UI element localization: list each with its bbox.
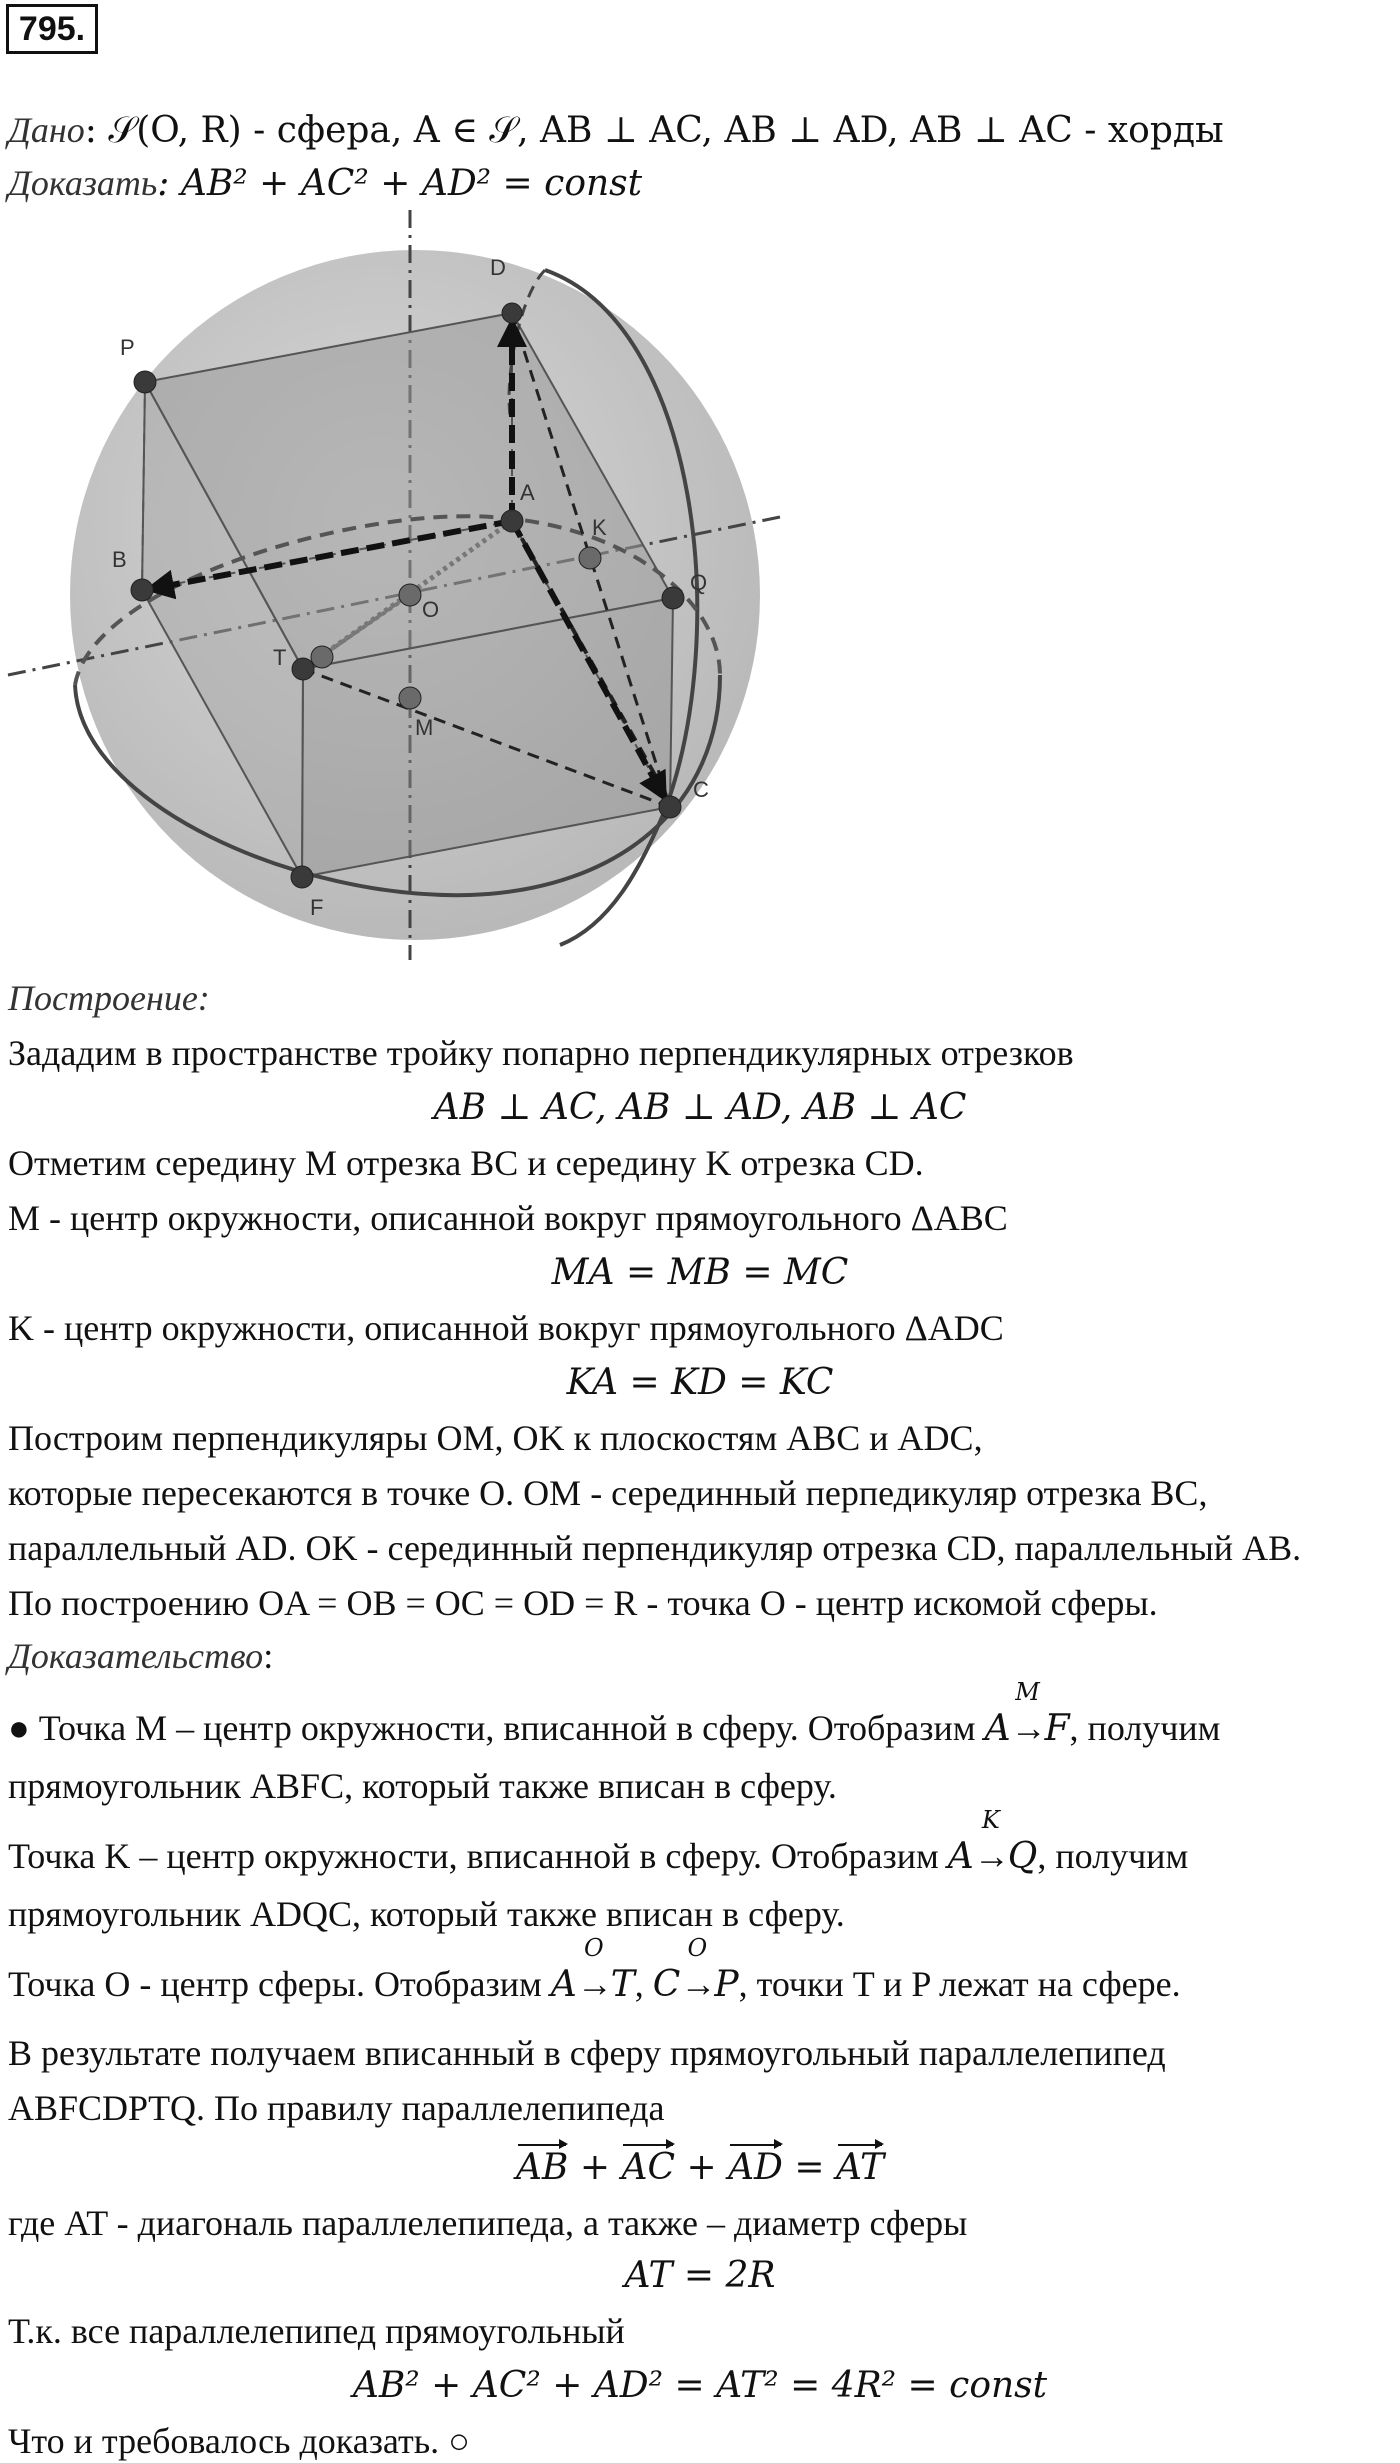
proof-paragraph-2a bbox=[8, 1806, 1189, 1877]
map-from: A bbox=[947, 1836, 974, 1877]
label-b: B bbox=[112, 547, 127, 572]
mapping-arrow: O → bbox=[576, 1934, 613, 2004]
given-label: Дано bbox=[8, 110, 85, 150]
proof-p2-text: Точка K – центр окружности, вписанной в сферу. Отобразим bbox=[8, 1836, 948, 1876]
problem-number: 795. bbox=[6, 4, 98, 54]
plus-sign: + bbox=[675, 2147, 729, 2188]
map-label: K bbox=[981, 1806, 1000, 1834]
label-c: C bbox=[693, 777, 709, 802]
proof-paragraph-4b: ABFCDPTQ. По правилу параллелепипеда bbox=[8, 2088, 665, 2128]
given-text: : 𝒮(O, R) - сфера, A ∈ 𝒮, AB ⊥ AC, AB ⊥ AD, AB ⊥ AC - хорды bbox=[84, 110, 1224, 151]
map-label: M bbox=[1015, 1678, 1040, 1706]
proof-paragraph-1a bbox=[8, 1678, 1221, 1749]
point-b bbox=[131, 579, 153, 601]
point-m bbox=[399, 687, 421, 709]
proof-p3-tail: , точки T и P лежат на сфере. bbox=[738, 1964, 1181, 2004]
mapping-arrow: M → bbox=[1010, 1678, 1047, 1748]
map-from: A bbox=[984, 1708, 1011, 1749]
point-k bbox=[579, 547, 601, 569]
label-k: K bbox=[592, 515, 607, 540]
point-c bbox=[659, 796, 681, 818]
construction-heading: Построение: bbox=[8, 978, 210, 1018]
label-m: M bbox=[415, 715, 434, 740]
qed-line: Что и требовалось доказать. ○ bbox=[8, 2421, 470, 2461]
proof-heading-colon: : bbox=[263, 1636, 274, 1676]
construction-formula-2: MA = MB = MC bbox=[551, 1252, 849, 1293]
formula-final: AB² + AC² + AD² = AT² = 4R² = const bbox=[352, 2365, 1048, 2406]
vector-ad-label: AD bbox=[728, 2147, 783, 2188]
plus-sign: + bbox=[568, 2147, 622, 2188]
proof-paragraph-4a: В результате получаем вписанный в сферу прямоугольный параллелепипед bbox=[8, 2033, 1166, 2073]
construction-line-1: Зададим в пространстве тройку попарно перпендикулярных отрезков bbox=[8, 1033, 1074, 1073]
point-t bbox=[292, 658, 314, 680]
point-p bbox=[134, 371, 156, 393]
vector-ac-label: AC bbox=[621, 2147, 675, 2188]
proof-heading: Доказательство bbox=[8, 1636, 264, 1676]
map-to: T bbox=[610, 1964, 635, 2005]
label-f: F bbox=[310, 895, 324, 920]
proof-paragraph-3 bbox=[8, 1934, 1181, 2005]
label-p: P bbox=[120, 335, 135, 360]
construction-line-7: параллельный AD. OK - серединный перпендикуляр отрезка CD, параллельный AB. bbox=[8, 1528, 1302, 1568]
vector-equation bbox=[0, 2147, 1400, 2188]
prove-label: Доказать bbox=[8, 163, 158, 203]
map-label: O bbox=[583, 1934, 604, 1962]
prove-line bbox=[8, 165, 642, 202]
construction-line-3: M - центр окружности, описанной вокруг прямоугольного ΔABC bbox=[8, 1198, 1008, 1238]
map-to: F bbox=[1044, 1708, 1070, 1749]
point-f bbox=[291, 866, 313, 888]
point-d bbox=[502, 303, 522, 323]
proof-paragraph-1b: прямоугольник ABFC, который также вписан в сферу. bbox=[8, 1766, 837, 1806]
label-d: D bbox=[490, 255, 506, 280]
mapping-arrow: O → bbox=[680, 1934, 717, 2004]
proof-paragraph-2b: прямоугольник ADQC, который также вписан в сферу. bbox=[8, 1894, 845, 1934]
label-t: T bbox=[273, 645, 287, 670]
map-from: C bbox=[652, 1964, 681, 2005]
point-a bbox=[501, 510, 523, 532]
label-a: A bbox=[520, 480, 535, 505]
map-from: A bbox=[550, 1964, 577, 2005]
map-to: P bbox=[714, 1964, 739, 2005]
construction-line-2: Отметим середину M отрезка BC и середину K отрезка CD. bbox=[8, 1143, 924, 1183]
proof-paragraph-5: где AT - диагональ параллелепипеда, а также – диаметр сферы bbox=[8, 2203, 968, 2243]
mapping-arrow: K → bbox=[973, 1806, 1010, 1876]
formula-at: AT = 2R bbox=[624, 2255, 776, 2296]
construction-line-5: Построим перпендикуляры OM, OK к плоскостям ABC и ADC, bbox=[8, 1418, 983, 1458]
prove-formula: : AB² + AC² + AD² = const bbox=[157, 163, 643, 204]
proof-p1-tail: , получим bbox=[1069, 1708, 1221, 1748]
equals-sign: = bbox=[782, 2147, 836, 2188]
construction-line-4: K - центр окружности, описанной вокруг прямоугольного ΔADC bbox=[8, 1308, 1004, 1348]
label-o: O bbox=[422, 597, 440, 622]
map-to: Q bbox=[1007, 1836, 1038, 1877]
vector-at-label: AT bbox=[836, 2147, 885, 2188]
map-label: O bbox=[687, 1934, 708, 1962]
construction-formula-3: KA = KD = KC bbox=[566, 1362, 834, 1403]
proof-p2-tail: , получим bbox=[1037, 1836, 1189, 1876]
construction-line-6: которые пересекаются в точке O. OM - серединный перпедикуляр отрезка BC, bbox=[8, 1473, 1208, 1513]
proof-p3-text: Точка O - центр сферы. Отобразим bbox=[8, 1964, 551, 2004]
construction-formula-1: AB ⊥ AC, AB ⊥ AD, AB ⊥ AC bbox=[433, 1087, 967, 1128]
label-q: Q bbox=[690, 570, 708, 595]
point-q bbox=[662, 587, 684, 609]
proof-paragraph-6: Т.к. все параллелепипед прямоугольный bbox=[8, 2311, 625, 2351]
separator: , bbox=[634, 1964, 653, 2004]
proof-heading-line bbox=[8, 1638, 273, 1674]
point-o bbox=[399, 584, 421, 606]
given-line bbox=[8, 112, 1224, 149]
construction-line-8: По построению OA = OB = OC = OD = R - точка O - центр искомой сферы. bbox=[8, 1583, 1158, 1623]
vector-ab-label: AB bbox=[515, 2147, 569, 2188]
point-t-shadow bbox=[311, 646, 333, 668]
proof-p1-text: ● Точка M – центр окружности, вписанной в сферу. Отобразим bbox=[8, 1708, 985, 1748]
sphere-parallelepiped-figure bbox=[0, 205, 820, 975]
